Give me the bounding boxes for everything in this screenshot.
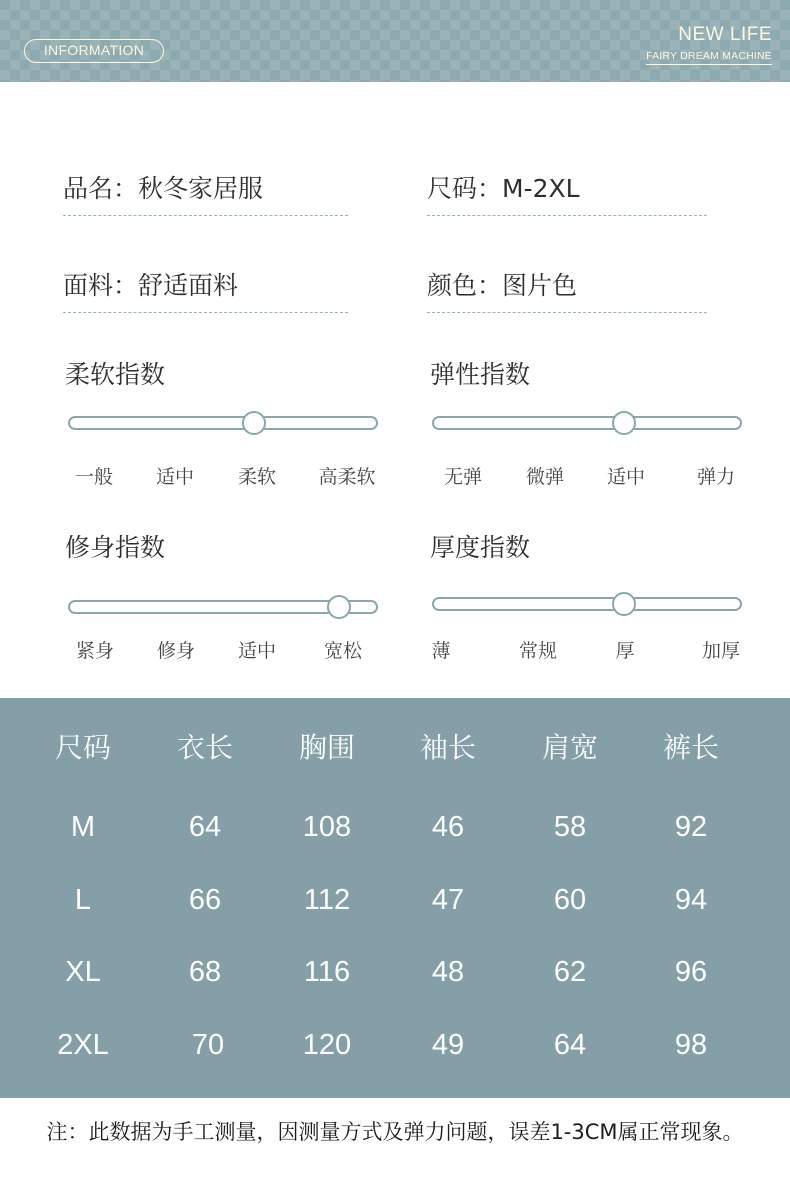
table-header-cell: 衣长 [176,731,234,764]
thickness-index-knob [612,592,636,616]
elasticity-tick: 适中 [606,466,646,488]
brand-title: NEW LIFE [678,24,772,45]
brand-block [646,24,772,65]
table-cell: 96 [674,956,708,988]
table-cell: 2XL [57,1029,109,1061]
divider-dashed [427,215,707,216]
table-cell: 46 [431,811,465,843]
table-header-cell: 尺码 [54,731,112,764]
table-cell: 116 [303,956,351,988]
softness-index-title: 柔软指数 [65,360,166,389]
table-cell: 64 [188,811,222,843]
softness-tick: 一般 [74,466,114,488]
brand-subtitle: FAIRY DREAM MACHINE [646,50,772,65]
fit-index-track [68,600,378,614]
fit-tick: 适中 [237,640,277,662]
table-cell: M [70,811,96,843]
table-cell: 70 [191,1029,225,1061]
table-cell: XL [65,956,101,988]
size-table [0,698,790,1098]
thickness-index-track [432,597,742,611]
product-name-field: 品名：秋冬家居服 [63,174,264,203]
table-cell: 64 [553,1029,587,1061]
thickness-tick: 厚 [615,640,635,662]
fit-tick: 修身 [156,640,196,662]
divider-dashed [427,312,707,313]
table-cell: 94 [674,884,708,916]
table-header-cell: 裤长 [662,731,720,764]
table-cell: 120 [302,1029,352,1061]
measurement-note: 注：此数据为手工测量，因测量方式及弹力问题，误差1-3CM属正常现象。 [46,1120,744,1144]
table-cell: 66 [188,884,222,916]
table-cell: 47 [431,884,465,916]
table-cell: 49 [431,1029,465,1061]
fit-tick: 紧身 [75,640,115,662]
table-cell: 112 [303,884,351,916]
thickness-tick: 薄 [431,640,451,662]
elasticity-index-knob [612,411,636,435]
table-cell: 60 [553,884,587,916]
elasticity-tick: 弹力 [696,466,736,488]
divider-dashed [63,215,348,216]
thickness-tick: 常规 [518,640,558,662]
fit-index-knob [327,595,351,619]
thickness-tick: 加厚 [701,640,741,662]
table-cell: L [74,884,92,916]
fabric-field: 面料：舒适面料 [63,271,239,300]
table-cell: 108 [302,811,352,843]
fit-index-title: 修身指数 [65,533,166,562]
elasticity-index-track [432,416,742,430]
table-header-cell: 胸围 [298,731,356,764]
table-cell: 68 [188,956,222,988]
elasticity-index-title: 弹性指数 [430,360,531,389]
table-cell: 62 [553,956,587,988]
table-cell: 48 [431,956,465,988]
color-field: 颜色：图片色 [427,271,578,300]
table-header-cell: 肩宽 [541,731,599,764]
thickness-index-title: 厚度指数 [430,533,531,562]
softness-tick: 适中 [155,466,195,488]
information-badge: INFORMATION [24,39,164,63]
header-banner [0,0,790,82]
softness-tick: 柔软 [237,466,277,488]
table-header-cell: 袖长 [419,731,477,764]
softness-index-knob [242,411,266,435]
elasticity-tick: 无弹 [443,466,483,488]
softness-index-track [68,416,378,430]
size-range-field: 尺码：M-2XL [427,174,580,203]
elasticity-tick: 微弹 [525,466,565,488]
divider-dashed [63,312,348,313]
table-cell: 92 [674,811,708,843]
table-cell: 58 [553,811,587,843]
table-cell: 98 [674,1029,708,1061]
fit-tick: 宽松 [323,640,363,662]
softness-tick: 高柔软 [318,466,376,488]
